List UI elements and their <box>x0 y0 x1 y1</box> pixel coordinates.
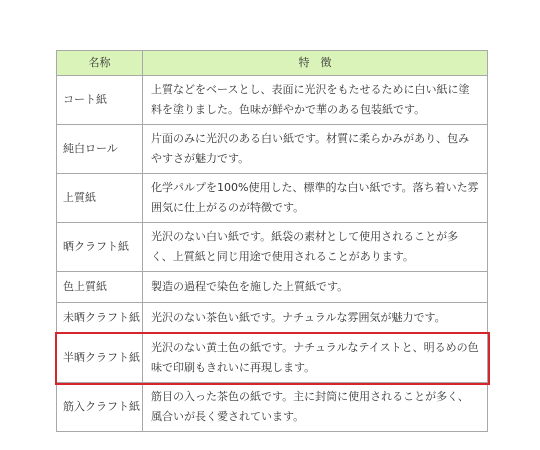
table-row-highlighted <box>57 334 488 383</box>
paper-feature: 化学パルプを100%使用した、標準的な白い紙です。落ち着いた雰囲気に仕上がるのが特徴です。 <box>143 174 488 223</box>
paper-name: 未晒クラフト紙 <box>57 303 143 334</box>
paper-name: 上質紙 <box>57 174 143 223</box>
table-row <box>57 174 488 223</box>
table-row <box>57 272 488 303</box>
paper-feature: 光沢のない白い紙です。紙袋の素材として使用されることが多く、上質紙と同じ用途で使用されることがあります。 <box>143 223 488 272</box>
paper-feature: 上質などをベースとし、表面に光沢をもたせるために白い紙に塗料を塗りました。色味が鮮やかで華のある包装紙です。 <box>143 76 488 125</box>
name-column-header: 名称 <box>57 51 143 76</box>
paper-feature: 光沢のない茶色い紙です。ナチュラルな雰囲気が魅力です。 <box>143 303 488 334</box>
table-row <box>57 303 488 334</box>
table-row <box>57 125 488 174</box>
paper-feature: 片面のみに光沢のある白い紙です。材質に柔らかみがあり、包みやすさが魅力です。 <box>143 125 488 174</box>
paper-name: 半晒クラフト紙 <box>57 334 143 383</box>
table-row <box>57 223 488 272</box>
paper-name: 晒クラフト紙 <box>57 223 143 272</box>
paper-feature: 筋目の入った茶色の紙です。主に封筒に使用されることが多く、風合いが長く愛されています。 <box>143 383 488 432</box>
paper-types-table <box>56 50 488 432</box>
paper-feature: 光沢のない黄土色の紙です。ナチュラルなテイストと、明るめの色味で印刷もきれいに再現します。 <box>143 334 488 383</box>
table-row <box>57 76 488 125</box>
paper-name: 純白ロール <box>57 125 143 174</box>
paper-name: 色上質紙 <box>57 272 143 303</box>
paper-feature: 製造の過程で染色を施した上質紙です。 <box>143 272 488 303</box>
table-row <box>57 383 488 432</box>
table-header-row <box>57 51 488 76</box>
paper-name: 筋入クラフト紙 <box>57 383 143 432</box>
paper-name: コート紙 <box>57 76 143 125</box>
features-column-header: 特 徴 <box>143 51 488 76</box>
